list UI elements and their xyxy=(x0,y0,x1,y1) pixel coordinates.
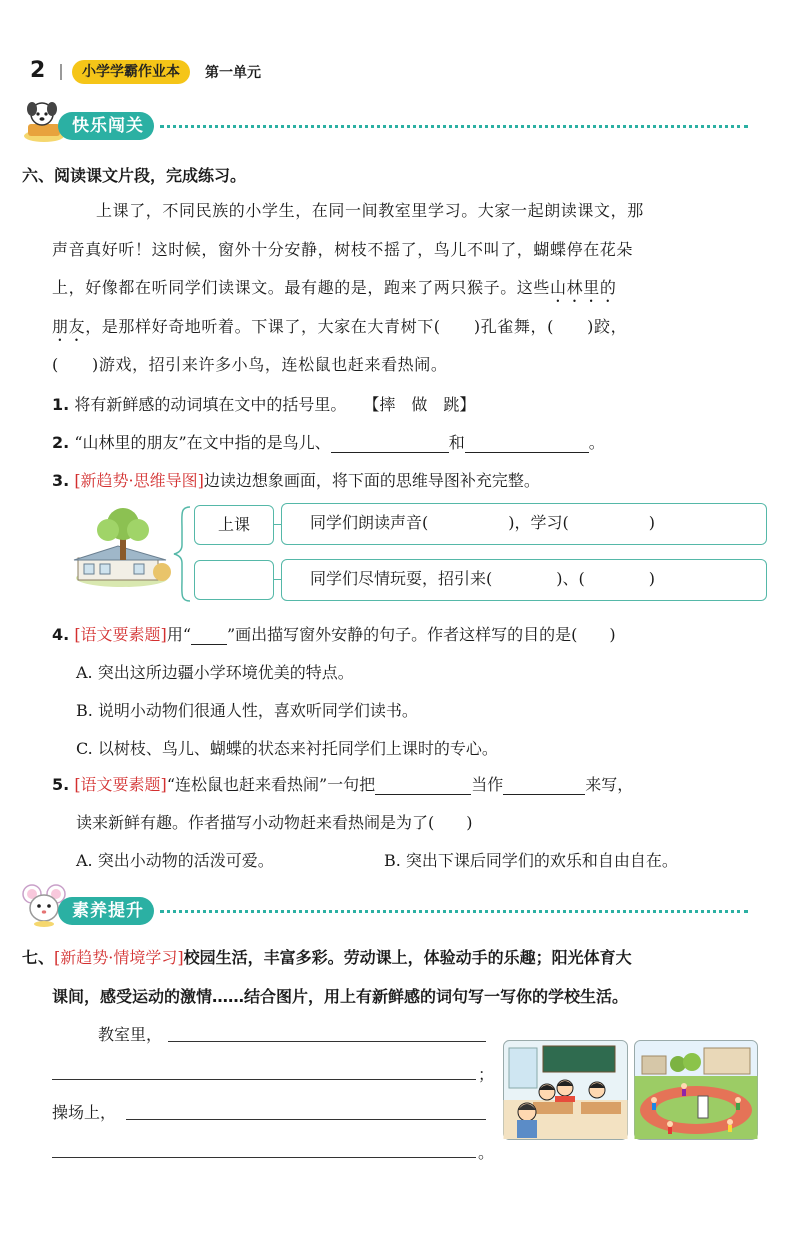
mind-node-break-input[interactable] xyxy=(194,560,274,600)
q6-item-1: 1. 将有新鲜感的动词填在文中的括号里。 【摔 做 跳】 xyxy=(52,395,476,414)
page-number: 2 xyxy=(30,58,46,83)
q6-item-3: 3. [新趋势·思维导图]边读边想象画面，将下面的思维导图补充完整。 xyxy=(52,471,540,490)
q4-option-c[interactable]: C. 以树枝、鸟儿、蝴蝶的状态来衬托同学们上课时的专心。 xyxy=(76,739,498,758)
header-divider xyxy=(60,64,62,80)
passage-line: 朋友，是那样好奇地听着。下课了，大家在大青树下( )孔雀舞，( )跤， xyxy=(52,316,628,336)
passage-line: 上，好像都在听同学们读课文。最有趣的是，跑来了两只猴子。这些山林里的 xyxy=(52,278,617,297)
q7-heading: 七、[新趋势·情境学习]校园生活，丰富多彩。劳动课上，体验动手的乐趣；阳光体育大 xyxy=(22,948,632,967)
q5-line-2: 读来新鲜有趣。作者描写小动物赶来看热闹是为了( ) xyxy=(76,813,473,832)
unit-label: 第一单元 xyxy=(205,65,261,81)
q4-option-a[interactable]: A. 突出这所边疆小学环境优美的特点。 xyxy=(76,663,354,682)
tag-language-element: [语文要素题] xyxy=(74,775,167,794)
mind-node-class: 上课 xyxy=(194,505,274,545)
q5-option-b[interactable]: B. 突出下课后同学们的欢乐和自由自在。 xyxy=(384,851,678,870)
underline-sample xyxy=(191,626,227,645)
answer-blank[interactable] xyxy=(503,776,585,795)
classroom-picture xyxy=(503,1040,628,1140)
mind-branch-class: 同学们朗读声音( )，学习( ) xyxy=(281,503,767,545)
q6-item-4: 4. [语文要素题]用“ ”画出描写窗外安静的句子。作者这样写的目的是( ) xyxy=(52,625,616,644)
emphasized-text: 山林里的 xyxy=(550,278,617,297)
q7-heading-line2: 课间，感受运动的激情……结合图片，用上有新鲜感的词句写一写你的学校生活。 xyxy=(52,987,629,1006)
writing-line[interactable] xyxy=(52,1157,476,1158)
passage-line: 声音真好听！这时候，窗外十分安静，树枝不摇了，鸟儿不叫了，蝴蝶停在花朵 xyxy=(52,239,634,259)
section-title: 素养提升 xyxy=(58,897,154,925)
q6-heading: 六、阅读课文片段，完成练习。 xyxy=(22,166,247,185)
tag-language-element: [语文要素题] xyxy=(74,625,167,644)
passage-line: 上课了，不同民族的小学生，在同一间教室里学习。大家一起朗读课文，那 xyxy=(96,201,644,220)
playground-picture xyxy=(634,1040,758,1140)
passage-line: ( )游戏，招引来许多小鸟，连松鼠也赶来看热闹。 xyxy=(52,355,448,374)
mind-map-brace xyxy=(172,505,192,603)
answer-blank[interactable] xyxy=(331,434,449,453)
q4-option-b[interactable]: B. 说明小动物们很通人性，喜欢听同学们读书。 xyxy=(76,701,418,720)
writing-line[interactable] xyxy=(168,1041,486,1042)
tag-situational-learning: [新趋势·情境学习] xyxy=(54,948,184,967)
playground-label: 操场上， xyxy=(52,1103,117,1122)
banner-dotted-line xyxy=(160,910,748,913)
period: 。 xyxy=(478,1143,495,1162)
school-illustration xyxy=(70,506,174,590)
answer-blank[interactable] xyxy=(375,776,471,795)
mind-branch-break: 同学们尽情玩耍，招引来( )、( ) xyxy=(281,559,767,601)
writing-line[interactable] xyxy=(52,1079,476,1080)
q5-option-a[interactable]: A. 突出小动物的活泼可爱。 xyxy=(76,851,274,870)
q6-item-5: 5. [语文要素题]“连松鼠也赶来看热闹”一句把 当作 来写， xyxy=(52,775,634,794)
answer-blank[interactable] xyxy=(465,434,589,453)
section-banner-skills xyxy=(58,897,748,925)
section-banner-fun xyxy=(58,112,748,140)
semicolon: ； xyxy=(478,1065,495,1084)
q6-item-2: 2. “山林里的朋友”在文中指的是鸟儿、 和 。 xyxy=(52,433,605,452)
word-bank: 【摔 做 跳】 xyxy=(363,395,476,414)
banner-dotted-line xyxy=(160,125,748,128)
emphasized-text: 朋友 xyxy=(52,316,86,336)
writing-line[interactable] xyxy=(126,1119,486,1120)
section-title: 快乐闯关 xyxy=(58,112,154,140)
reading-passage xyxy=(52,192,757,385)
book-title-badge: 小学学霸作业本 xyxy=(72,60,190,84)
tag-mind-map: [新趋势·思维导图] xyxy=(74,471,204,490)
classroom-label: 教室里， xyxy=(98,1025,163,1044)
